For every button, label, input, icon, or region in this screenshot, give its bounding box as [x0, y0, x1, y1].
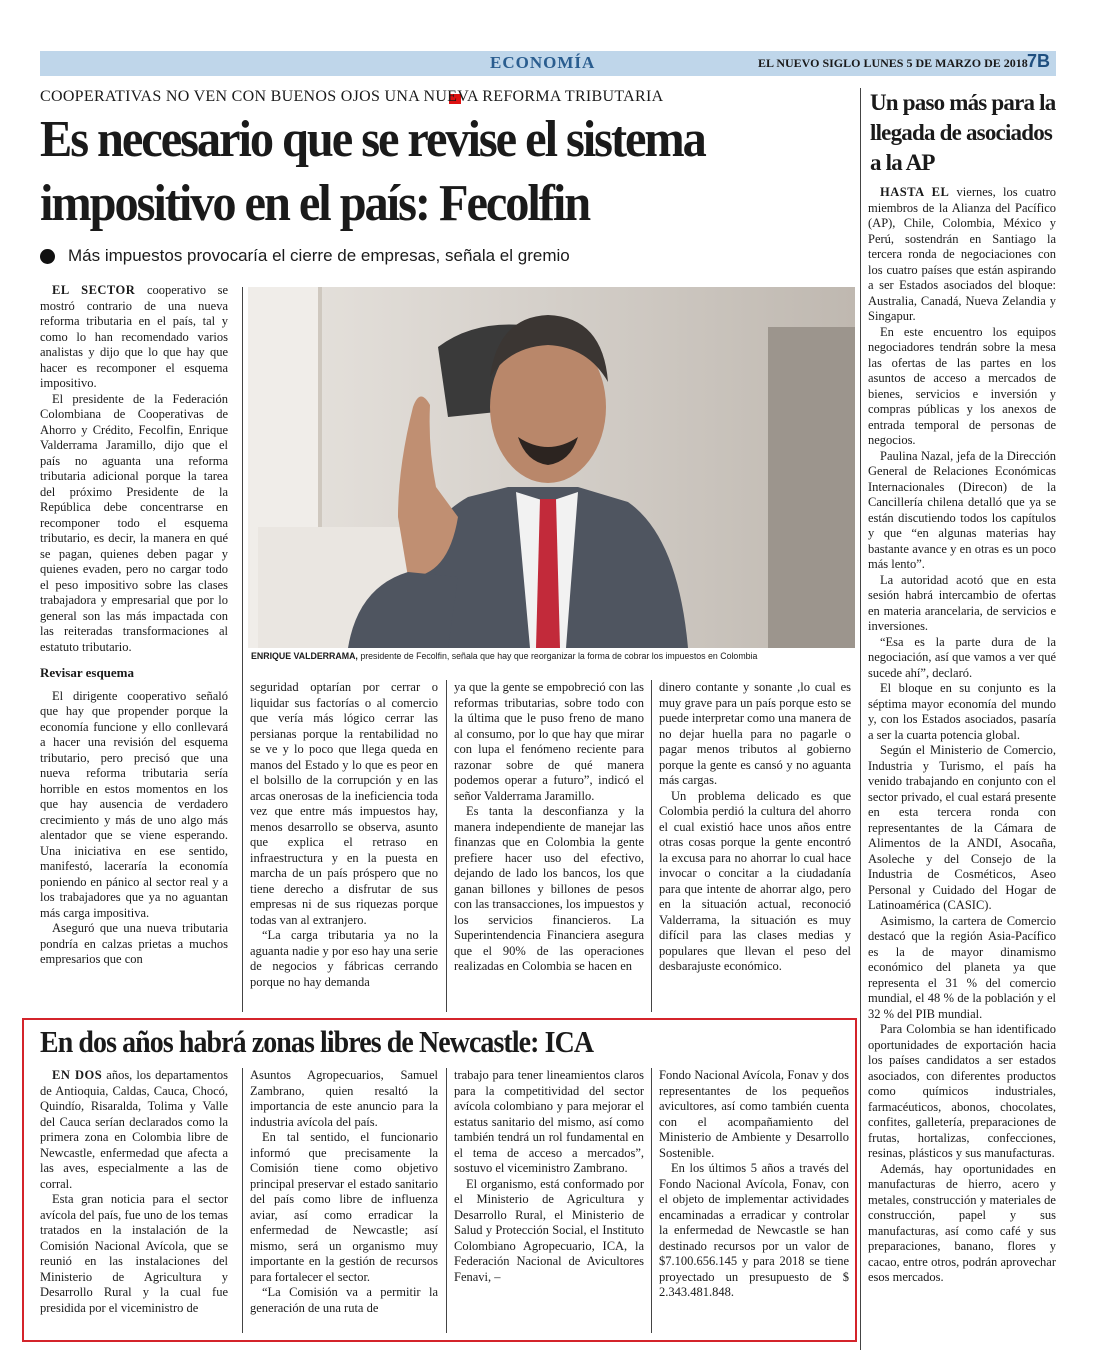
paragraph: El dirigente cooperativo señaló que hay que propender porque la economía funcione y ello conllevará a hacer una revisión del esquema tributario, pero precisó que una nueva reforma tributaria sería horrible en estos momentos en los que hay ausencia de verdadero crecimiento y más de uno algo más alentador que se viene esperando. Una iniciativa en ese sentido, manifestó, laceraría la economía poniendo en pánico al sector real y a los trabajadores que ya no aguantan más carga impositiva. [40, 688, 228, 920]
paragraph: El bloque en su conjunto es la séptima mayor economía del mundo y, con los Estados asociados, pasaría a ser la cuarta potencia global. [868, 681, 1056, 742]
paragraph-text: viernes, los cuatro miembros de la Alianza del Pacífico (AP), Chile, Colombia, México y Perú, sostendrán en Santiago la tercera ronda de negociaciones con los cuatro países que están aspirando a ser Estados asociados del bloque: Australia, Canadá, Nueva Zelandia y Singapur. [868, 185, 1057, 323]
kicker: COOPERATIVAS NO VEN CON BUENOS OJOS UNA NUEVA REFORMA TRIBUTARIA [40, 88, 664, 105]
column-divider-3 [651, 680, 652, 1012]
sidebar-divider [860, 88, 861, 1350]
box-column-3 [454, 1068, 644, 1285]
paragraph [40, 283, 228, 392]
portrait-illustration [248, 287, 855, 648]
headline-line-1: Es necesario que se revise el sistema [40, 111, 705, 168]
paragraph: La autoridad acotó que en esta sesión habrá intercambio de ofertas en materia arancelaria, de servicios e inversiones. [868, 572, 1056, 633]
column-divider-1 [242, 287, 243, 1012]
box-column-4 [659, 1068, 849, 1301]
paragraph: El presidente de la Federación Colombiana de Cooperativas de Ahorro y Crédito, Fecolfin, Enrique Valderrama Jaramillo, dijo que el país no aguanta una reforma tributaria adicional porque la tarea del próximo Presidente de la República debe concentrarse en recomponer todo el esquema tributario, es decir, la manera en qué se pagan, quienes deben pagar y quienes evaden, pero no cargar todo el peso impositivo sobre las clases trabajadora y empresarial que por lo general son las más impactada con las reiteradas transformaciones al estatuto tributario. [40, 391, 228, 654]
deck: Más impuestos provocaría el cierre de empresas, señala el gremio [68, 246, 570, 265]
paragraph: trabajo para tener lineamientos claros para la competitividad del sector avícola colombiano y para mejorar el estatus sanitario del mismo, así como también tendrá un rol fundamental en el tema de acceso a mercados”, sostuvo el viceministro Zambrano. [454, 1068, 644, 1175]
article-column-2 [250, 680, 438, 990]
section-name: ECONOMÍA [490, 53, 596, 72]
paragraph: “La carga tributaria ya no la aguanta nadie y por eso hay una serie de negocios y fábricas cerrando porque no hay demanda [250, 928, 438, 989]
box-divider-1 [242, 1068, 243, 1333]
box-headline: En dos años habrá zonas libres de Newcastle: ICA [40, 1024, 594, 1059]
paragraph: En tal sentido, el funcionario informó que precisamente la Comisión tiene como objetivo principal preservar el estado sanitario del país como libre de influenza aviar, así como erradicar la enfermedad de Newcastle; así mismo, será un organismo muy importante en la gestión de recursos para fortalecer el sector. [250, 1130, 438, 1284]
photo-caption [251, 651, 861, 661]
box-column-1 [40, 1068, 228, 1316]
paragraph: En los últimos 5 años a través del Fondo Nacional Avícola, Fonav, con el objeto de implementar actividades encaminadas a erradicar y controlar la enfermedad de Newcastle se han destinado recursos por un valor de $7.100.656.145 y para 2018 se tiene proyectado un presupuesto de $ 2.343.481.848. [659, 1161, 849, 1299]
box-divider-3 [651, 1068, 652, 1333]
paragraph: Es tanta la desconfianza y la manera independiente de manejar las finanzas que en Colombia la gente prefiere hacer uso del efectivo, dejando de lado los bancos, los que ganan billones y billones de pesos con las transacciones, los impuestos y los servicios financieros. La Superintendencia Financiera asegura que el 90% de las operaciones realizadas en Colombia se hacen en [454, 804, 644, 973]
headline-line-2: impositivo en el país: Fecolfin [40, 175, 590, 232]
article-column-3 [454, 680, 644, 975]
caption-text: presidente de Fecolfin, señala que hay que reorganizar la forma de cobrar los impuestos en Colombia [357, 651, 758, 661]
paragraph: En este encuentro los equipos negociadores tendrán sobre la mesa las ofertas de las partes en los asuntos de acceso a mercados de bienes, servicios e inversión y compras públicas y los anexos de entrada temporal de personas de negocios. [868, 324, 1056, 447]
lead-in: HASTA EL [880, 185, 950, 199]
paragraph: seguridad optarían por cerrar o liquidar sus factorías o al comercio que vería más lógico cerrar las persianas porque la rentabilidad no se ve y lo poco que llega queda en manos del Estado y lo que es peor en el bolsillo de la corrupción y en las arcas onerosas de la ineficiencia toda vez que entre más impuestos hay, menos desarrollo se observa, asunto que explica el retraso en infraestructura y en la puesta en marcha de un país próspero que no tiene derecho a disfrutar de sus empresas ni de sus riquezas porque todas van al extranjero. [250, 680, 438, 927]
article-column-4 [659, 680, 851, 975]
paragraph: El organismo, está conformado por el Ministerio de Agricultura y Desarrollo Rural, el Ministerio de Salud y Protección Social, el Instituto Colombiano Agropecuario, ICA, la Federación Nacional de Avicultores Fenavi, – [454, 1176, 644, 1284]
sidebar-column [868, 185, 1056, 1286]
subhead: Revisar esquema [40, 665, 135, 680]
paragraph [868, 185, 1056, 325]
dateline: EL NUEVO SIGLO LUNES 5 DE MARZO DE 2018 [758, 56, 1028, 70]
paragraph-text: cooperativo se mostró contrario de una nueva reforma tributaria en el país, tal y como lo han recomendado varios analistas y dijo que lo que hay que hacer es recomponer el esquema impositivo. [40, 283, 228, 390]
bullet-icon [40, 249, 55, 264]
column-divider-2 [446, 680, 447, 1012]
paragraph: “Esa es la parte dura de la negociación, así que vamos a ver qué sucede ahí”, declaró. [868, 634, 1056, 680]
paragraph: Un problema delicado es que Colombia perdió la cultura del ahorro el cual existió hace unos años entre otras cosas porque la gente encontró la excusa para no ahorrar lo cual hace invocar o concitar a la ciudadanía para que intente de ahorrar algo, pero en la situación actual, reconoció Valderrama, la situación es muy difícil para las clases medias y populares que llevan el peso del desbarajuste económico. [659, 788, 851, 973]
paragraph: dinero contante y sonante ,lo cual es muy grave para un país porque esto se puede interpretar como una manera de no dejar huella para no pagarle o pagar menos tributos al gobierno porque la gente es cansó y no aguanta más cargas. [659, 680, 851, 787]
paragraph: Asimismo, la cartera de Comercio destacó que la región Asia-Pacífico es la de mayor dinamismo económico del planeta ya que representa el 31 % del comercio mundial, el 48 % de la población y el 32 % del PIB mundial. [868, 913, 1056, 1021]
paragraph-text: años, los departamentos de Antioquia, Caldas, Cauca, Chocó, Quindío, Risaralda, Tolima y Valle del Cauca serían declarados como la primera zona en Colombia libre de Newcastle, enfermedad que afecta a las aves, especialmente a las de corral. [40, 1068, 228, 1191]
paragraph: Esta gran noticia para el sector avícola del país, fue uno de los temas tratados en la instalación de la Comisión Nacional Avícola, que se reunió en las instalaciones del Ministerio de Agricultura y Desarrollo Rural y la cual fue presidida por el viceministro de [40, 1192, 228, 1315]
box-divider-2 [446, 1068, 447, 1333]
paragraph: Paulina Nazal, jefa de la Dirección General de Relaciones Económicas Internacionales (Direcon) de la Cancillería chilena detalló que ya se están discutiendo todos los capítulos y que “en algunas materias hay bastante avance y en otras es un poco más lento”. [868, 448, 1056, 571]
paragraph: “La Comisión va a permitir la generación de una ruta de [250, 1285, 438, 1315]
paragraph: Asuntos Agropecuarios, Samuel Zambrano, quien resaltó la importancia de este anuncio para la industria avícola del país. [250, 1068, 438, 1129]
paragraph [40, 1068, 228, 1192]
article-column-1 [40, 283, 228, 968]
paragraph: Según el Ministerio de Comercio, Industria y Turismo, el país ha venido trabajando en conjunto con el sector privado, el cual estará presente en esta tercera ronda con representantes de la Cámara de Alimentos de la ANDI, Asocaña, Asoleche y del Consejo de la Industria de Cosméticos, Aseo Personal y Cuidado del Hogar de Latinoamérica (CASIC). [868, 743, 1056, 912]
sidebar-headline: Un paso más para la llegada de asociados a la AP [870, 90, 1056, 175]
page-number: 7B [1027, 51, 1051, 71]
lead-in: EL SECTOR [52, 283, 136, 297]
caption-name: ENRIQUE VALDERRAMA, [251, 651, 358, 661]
paragraph: Fondo Nacional Avícola, Fonav y dos representantes de los pequeños avicultores, así como también cuenta con el acompañamiento del Ministerio de Ambiente y Desarrollo Sostenible. [659, 1068, 849, 1160]
headline [40, 108, 803, 236]
lead-in: EN DOS [52, 1068, 103, 1082]
paragraph: Aseguró que una nueva tributaria pondría en calzas prietas a muchos empresarios que con [40, 921, 228, 966]
photo-enrique-valderrama [248, 287, 855, 648]
paragraph: ya que la gente se empobreció con las reformas tributarias, sobre todo con la última que le puso freno de mano al consumo, por lo que hay que mirar con lupa el fenómeno reciente para razonar sobre de qué manera podemos operar a futuro”, indicó el señor Valderrama Jaramillo. [454, 680, 644, 803]
box-column-2 [250, 1068, 438, 1316]
paragraph: Para Colombia se han identificado oportunidades de exportación hacia los países candidatos a ser estados asociados, con diferentes productos como químicos industriales, farmacéuticos, abonos, chocolates, confites, galletería, preparaciones de frutas, hortalizas, confecciones, resinas, plásticos y sus manufacturas. [868, 1022, 1056, 1160]
paragraph: Además, hay oportunidades en manufacturas de hierro, acero y metales, construcción y materiales de construcción, papel y sus manufacturas, así como café y sus preparaciones, banano, flores y cacao, entre otros, podrán aprovechar esos mercados. [868, 1161, 1056, 1284]
